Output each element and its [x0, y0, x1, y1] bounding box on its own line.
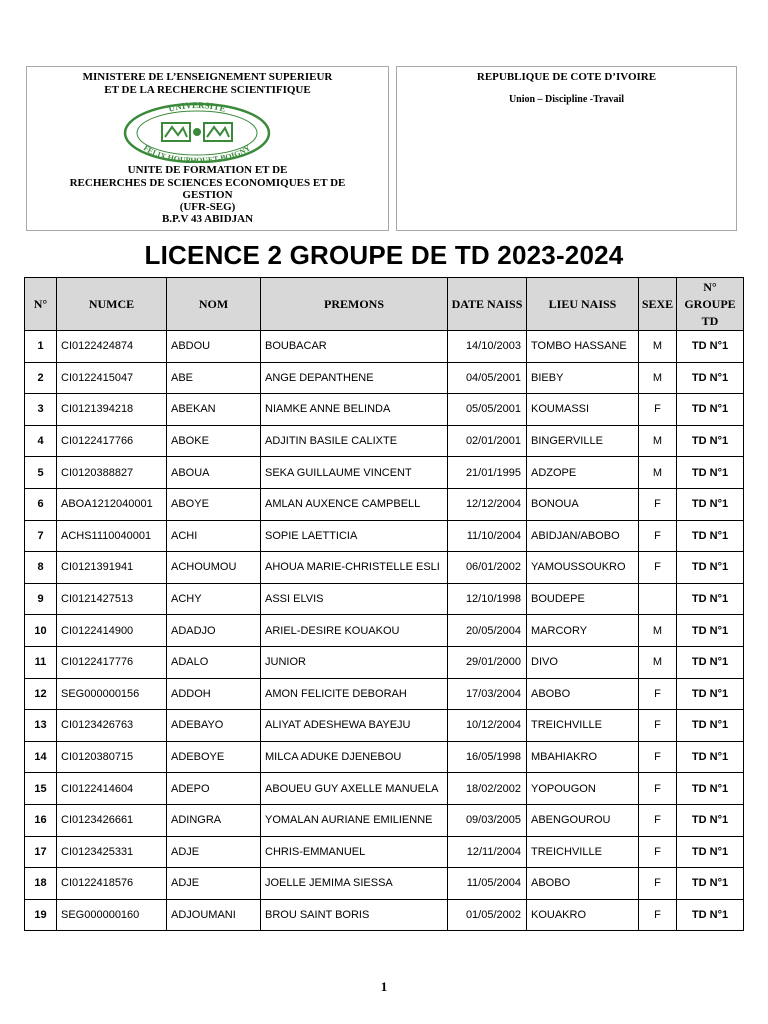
cell-nom: ACHOUMOU [167, 552, 261, 584]
cell-numce: ACHS1110040001 [57, 520, 167, 552]
cell-lieu: ABIDJAN/ABOBO [527, 520, 639, 552]
table-row [25, 868, 744, 900]
table-row [25, 488, 744, 520]
cell-nom: ADALO [167, 646, 261, 678]
cell-premons: CHRIS-EMMANUEL [261, 836, 448, 868]
svg-text:FELIX HOUPHOUET-BOIGNY: FELIX HOUPHOUET-BOIGNY [141, 143, 253, 163]
header-groupe: N° GROUPE TD [677, 278, 744, 331]
cell-date: 17/03/2004 [448, 678, 527, 710]
cell-date: 12/10/1998 [448, 583, 527, 615]
header-premons: PREMONS [261, 278, 448, 331]
cell-premons: ABOUEU GUY AXELLE MANUELA [261, 773, 448, 805]
cell-groupe: TD N°1 [677, 583, 744, 615]
cell-numce: CI0122417776 [57, 646, 167, 678]
header-numce: NUMCE [57, 278, 167, 331]
header-nom: NOM [167, 278, 261, 331]
cell-date: 11/05/2004 [448, 868, 527, 900]
cell-nom: ABOYE [167, 488, 261, 520]
cell-premons: MILCA ADUKE DJENEBOU [261, 741, 448, 773]
cell-nom: ACHY [167, 583, 261, 615]
cell-lieu: DIVO [527, 646, 639, 678]
table-row [25, 520, 744, 552]
cell-nom: ADJOUMANI [167, 899, 261, 931]
cell-date: 05/05/2001 [448, 394, 527, 426]
cell-nom: ABDOU [167, 331, 261, 363]
cell-num: 17 [25, 836, 57, 868]
table-row [25, 457, 744, 489]
cell-groupe: TD N°1 [677, 678, 744, 710]
cell-premons: JOELLE JEMIMA SIESSA [261, 868, 448, 900]
cell-groupe: TD N°1 [677, 331, 744, 363]
header-date: DATE NAISS [448, 278, 527, 331]
cell-numce: CI0120380715 [57, 741, 167, 773]
cell-num: 19 [25, 899, 57, 931]
table-row [25, 646, 744, 678]
cell-groupe: TD N°1 [677, 362, 744, 394]
cell-lieu: MARCORY [527, 615, 639, 647]
cell-lieu: ADZOPE [527, 457, 639, 489]
unit-address: B.P.V 43 ABIDJAN [161, 213, 254, 225]
cell-num: 14 [25, 741, 57, 773]
cell-lieu: YOPOUGON [527, 773, 639, 805]
cell-lieu: BIEBY [527, 362, 639, 394]
cell-nom: ABOKE [167, 425, 261, 457]
cell-sexe [639, 583, 677, 615]
cell-groupe: TD N°1 [677, 741, 744, 773]
cell-groupe: TD N°1 [677, 425, 744, 457]
cell-numce: CI0122417766 [57, 425, 167, 457]
cell-date: 14/10/2003 [448, 331, 527, 363]
cell-lieu: ABENGOUROU [527, 804, 639, 836]
cell-premons: AMON FELICITE DEBORAH [261, 678, 448, 710]
ministry-header-box [26, 66, 389, 231]
cell-date: 16/05/1998 [448, 741, 527, 773]
cell-num: 5 [25, 457, 57, 489]
cell-num: 3 [25, 394, 57, 426]
cell-premons: JUNIOR [261, 646, 448, 678]
table-row [25, 710, 744, 742]
cell-sexe: M [639, 646, 677, 678]
cell-numce: CI0121427513 [57, 583, 167, 615]
cell-date: 29/01/2000 [448, 646, 527, 678]
cell-lieu: TOMBO HASSANE [527, 331, 639, 363]
cell-lieu: BINGERVILLE [527, 425, 639, 457]
header-num: N° [25, 278, 57, 331]
table-row [25, 804, 744, 836]
cell-sexe: M [639, 362, 677, 394]
cell-date: 12/11/2004 [448, 836, 527, 868]
table-row [25, 362, 744, 394]
cell-groupe: TD N°1 [677, 710, 744, 742]
cell-nom: ABOUA [167, 457, 261, 489]
unit-line-1: UNITE DE FORMATION ET DE [127, 164, 288, 176]
cell-nom: ADJE [167, 836, 261, 868]
table-row [25, 899, 744, 931]
cell-numce: CI0121391941 [57, 552, 167, 584]
cell-sexe: F [639, 899, 677, 931]
cell-groupe: TD N°1 [677, 457, 744, 489]
cell-sexe: M [639, 331, 677, 363]
cell-lieu: YAMOUSSOUKRO [527, 552, 639, 584]
student-table [24, 277, 744, 931]
cell-num: 11 [25, 646, 57, 678]
document-title: LICENCE 2 GROUPE DE TD 2023-2024 [144, 240, 624, 270]
cell-num: 1 [25, 331, 57, 363]
cell-numce: CI0123425331 [57, 836, 167, 868]
cell-sexe: F [639, 868, 677, 900]
cell-date: 10/12/2004 [448, 710, 527, 742]
cell-premons: ASSI ELVIS [261, 583, 448, 615]
cell-premons: ANGE DEPANTHENE [261, 362, 448, 394]
cell-sexe: F [639, 836, 677, 868]
cell-sexe: F [639, 773, 677, 805]
cell-groupe: TD N°1 [677, 773, 744, 805]
cell-numce: CI0120388827 [57, 457, 167, 489]
cell-numce: SEG000000156 [57, 678, 167, 710]
cell-lieu: ABOBO [527, 678, 639, 710]
cell-lieu: BONOUA [527, 488, 639, 520]
ministry-line-2: ET DE LA RECHERCHE SCIENTIFIQUE [104, 84, 311, 96]
table-row [25, 552, 744, 584]
cell-lieu: BOUDEPE [527, 583, 639, 615]
svg-text:UNIVERSITE: UNIVERSITE [167, 99, 227, 114]
cell-sexe: M [639, 457, 677, 489]
cell-nom: ACHI [167, 520, 261, 552]
cell-groupe: TD N°1 [677, 646, 744, 678]
cell-lieu: MBAHIAKRO [527, 741, 639, 773]
cell-date: 01/05/2002 [448, 899, 527, 931]
cell-lieu: TREICHVILLE [527, 836, 639, 868]
cell-date: 04/05/2001 [448, 362, 527, 394]
cell-premons: SEKA GUILLAUME VINCENT [261, 457, 448, 489]
cell-premons: YOMALAN AURIANE EMILIENNE [261, 804, 448, 836]
header-sexe: SEXE [639, 278, 677, 331]
cell-numce: ABOA1212040001 [57, 488, 167, 520]
cell-num: 18 [25, 868, 57, 900]
cell-premons: BOUBACAR [261, 331, 448, 363]
cell-date: 06/01/2002 [448, 552, 527, 584]
unit-line-2: RECHERCHES DE SCIENCES ECONOMIQUES ET DE [69, 177, 346, 189]
page-number: 1 [380, 979, 388, 994]
cell-sexe: F [639, 678, 677, 710]
republic-name: REPUBLIQUE DE COTE D’IVOIRE [476, 71, 657, 83]
cell-nom: ADINGRA [167, 804, 261, 836]
cell-lieu: KOUAKRO [527, 899, 639, 931]
table-row [25, 836, 744, 868]
cell-date: 11/10/2004 [448, 520, 527, 552]
cell-numce: CI0123426661 [57, 804, 167, 836]
cell-groupe: TD N°1 [677, 520, 744, 552]
cell-groupe: TD N°1 [677, 868, 744, 900]
header-lieu: LIEU NAISS [527, 278, 639, 331]
cell-lieu: KOUMASSI [527, 394, 639, 426]
ministry-line-1: MINISTERE DE L’ENSEIGNEMENT SUPERIEUR [82, 71, 333, 83]
cell-date: 18/02/2002 [448, 773, 527, 805]
cell-date: 20/05/2004 [448, 615, 527, 647]
cell-sexe: F [639, 710, 677, 742]
cell-num: 16 [25, 804, 57, 836]
cell-premons: AHOUA MARIE-CHRISTELLE ESLI [261, 552, 448, 584]
cell-date: 21/01/1995 [448, 457, 527, 489]
cell-premons: ARIEL-DESIRE KOUAKOU [261, 615, 448, 647]
cell-sexe: F [639, 488, 677, 520]
cell-num: 9 [25, 583, 57, 615]
cell-num: 8 [25, 552, 57, 584]
cell-num: 12 [25, 678, 57, 710]
cell-num: 6 [25, 488, 57, 520]
cell-groupe: TD N°1 [677, 615, 744, 647]
cell-nom: ADADJO [167, 615, 261, 647]
cell-numce: CI0121394218 [57, 394, 167, 426]
table-row [25, 425, 744, 457]
cell-date: 09/03/2005 [448, 804, 527, 836]
cell-numce: CI0123426763 [57, 710, 167, 742]
cell-groupe: TD N°1 [677, 899, 744, 931]
cell-sexe: M [639, 425, 677, 457]
cell-groupe: TD N°1 [677, 804, 744, 836]
cell-nom: ABE [167, 362, 261, 394]
table-row [25, 394, 744, 426]
republic-header-box [396, 66, 737, 231]
cell-date: 12/12/2004 [448, 488, 527, 520]
cell-premons: AMLAN AUXENCE CAMPBELL [261, 488, 448, 520]
cell-numce: CI0122414900 [57, 615, 167, 647]
cell-sexe: F [639, 741, 677, 773]
cell-lieu: TREICHVILLE [527, 710, 639, 742]
cell-sexe: F [639, 394, 677, 426]
table-row [25, 331, 744, 363]
cell-num: 7 [25, 520, 57, 552]
cell-num: 15 [25, 773, 57, 805]
cell-nom: ADDOH [167, 678, 261, 710]
cell-sexe: F [639, 520, 677, 552]
cell-nom: ADEBOYE [167, 741, 261, 773]
cell-premons: BROU SAINT BORIS [261, 899, 448, 931]
cell-groupe: TD N°1 [677, 488, 744, 520]
cell-numce: CI0122424874 [57, 331, 167, 363]
cell-num: 13 [25, 710, 57, 742]
cell-groupe: TD N°1 [677, 836, 744, 868]
unit-line-3: GESTION [182, 189, 233, 201]
cell-nom: ADEBAYO [167, 710, 261, 742]
cell-sexe: M [639, 615, 677, 647]
cell-groupe: TD N°1 [677, 552, 744, 584]
cell-premons: ALIYAT ADESHEWA BAYEJU [261, 710, 448, 742]
cell-nom: ABEKAN [167, 394, 261, 426]
cell-nom: ADEPO [167, 773, 261, 805]
university-logo [122, 97, 272, 163]
cell-numce: CI0122415047 [57, 362, 167, 394]
table-row [25, 678, 744, 710]
national-motto: Union – Discipline -Travail [508, 94, 625, 105]
cell-num: 2 [25, 362, 57, 394]
cell-groupe: TD N°1 [677, 394, 744, 426]
cell-num: 10 [25, 615, 57, 647]
cell-nom: ADJE [167, 868, 261, 900]
cell-premons: ADJITIN BASILE CALIXTE [261, 425, 448, 457]
table-row [25, 773, 744, 805]
cell-numce: SEG000000160 [57, 899, 167, 931]
cell-sexe: F [639, 552, 677, 584]
table-row [25, 615, 744, 647]
cell-premons: NIAMKE ANNE BELINDA [261, 394, 448, 426]
table-row [25, 741, 744, 773]
cell-numce: CI0122418576 [57, 868, 167, 900]
cell-lieu: ABOBO [527, 868, 639, 900]
unit-line-4: (UFR-SEG) [179, 201, 236, 213]
table-header-row [25, 278, 744, 331]
cell-sexe: F [639, 804, 677, 836]
table-row [25, 583, 744, 615]
cell-date: 02/01/2001 [448, 425, 527, 457]
cell-premons: SOPIE LAETTICIA [261, 520, 448, 552]
cell-numce: CI0122414604 [57, 773, 167, 805]
cell-num: 4 [25, 425, 57, 457]
